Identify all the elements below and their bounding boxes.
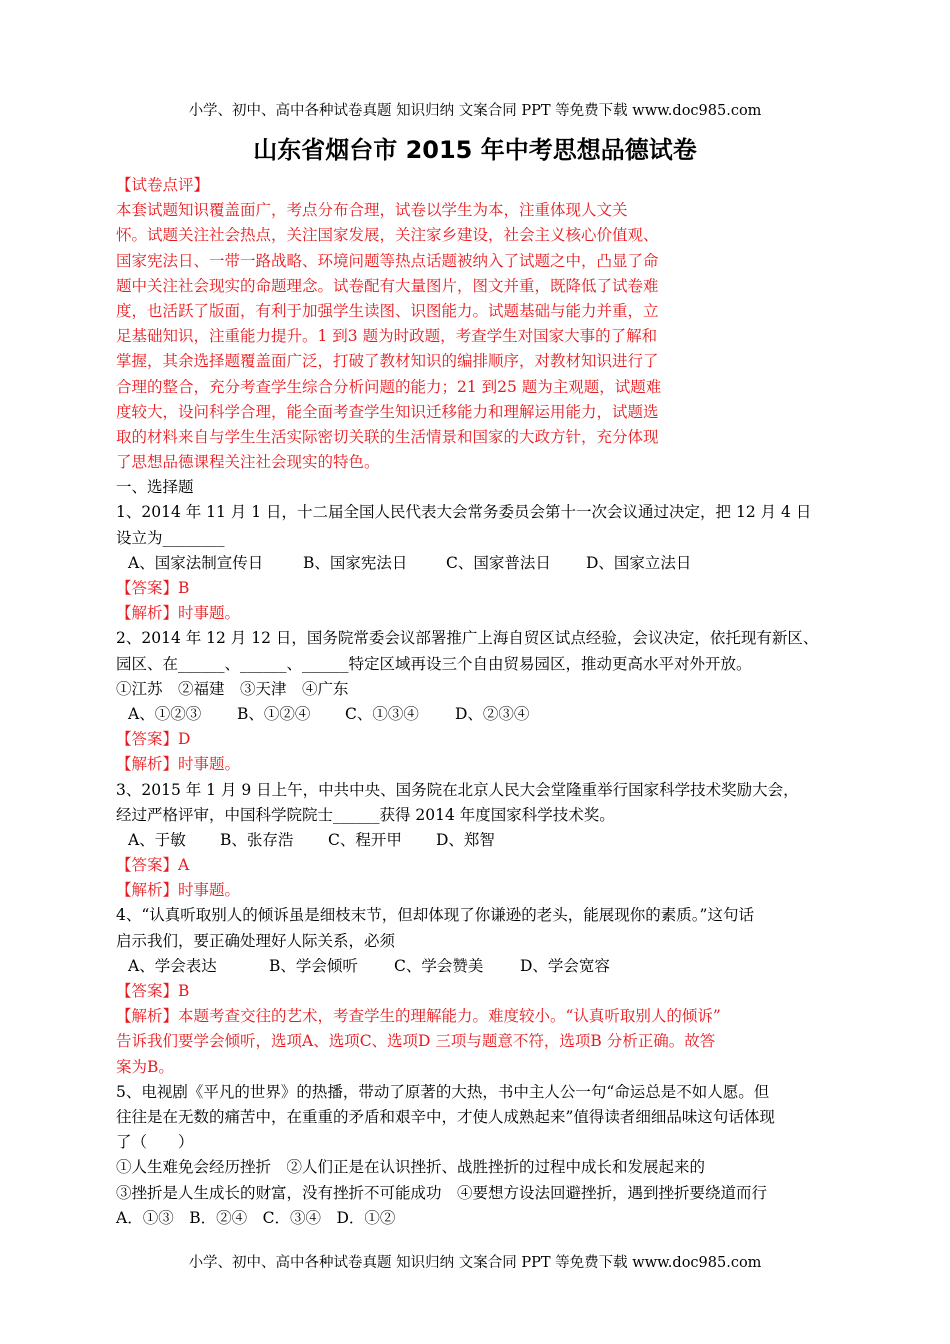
question-4-options	[116, 954, 846, 979]
question-2-options	[116, 702, 846, 727]
question-5-text: 5、电视剧《平凡的世界》的热播，带动了原著的大热，书中主人公一句“命运总是不如人愿。但	[116, 1082, 770, 1101]
option-d: D、学会宽容	[520, 956, 610, 975]
question-5-statement: ③挫折是人生成长的财富，没有挫折不可能成功 ④要想方设法回避挫折，遇到挫折要绕道而行	[116, 1183, 768, 1202]
question-5-text: 往往是在无数的痛苦中，在重重的矛盾和艰辛中，才使人成熟起来”值得读者细细品味这句话体现	[116, 1107, 775, 1126]
question-1-options	[116, 551, 846, 576]
question-2-text: 园区、在______、______、______特定区域再设三个自由贸易园区，推动更高水平对外开放。	[116, 654, 752, 673]
page-title: 山东省烟台市 2015 年中考思想品德试卷	[253, 136, 697, 164]
option-a: A、于敏	[128, 830, 186, 849]
option-b: B、国家宪法日	[303, 553, 408, 572]
option-b: B、张存浩	[220, 830, 294, 849]
question-5-options: A．①③ B．②④ C．③④ D．①②	[116, 1208, 396, 1227]
review-line: 题中关注社会现实的命题理念。试卷配有大量图片，图文并重，既降低了试卷难	[116, 276, 659, 295]
question-3-text: 经过严格评审，中国科学院院士______获得 2014 年度国家科学技术奖。	[116, 805, 615, 824]
option-c: C、学会赞美	[394, 956, 484, 975]
review-line: 怀。试题关注社会热点，关注国家发展，关注家乡建设，社会主义核心价值观、	[116, 226, 659, 245]
review-line: 取的材料来自与学生生活实际密切关联的生活情景和国家的大政方针，充分体现	[116, 427, 659, 446]
option-c: C、国家普法日	[446, 553, 551, 572]
review-line: 了思想品德课程关注社会现实的特色。	[116, 453, 380, 472]
option-d: D、②③④	[455, 704, 530, 723]
review-line: 合理的整合，充分考查学生综合分析问题的能力；21 到25 题为主观题，试题难	[116, 377, 662, 396]
review-line: 度较大，设问科学合理，能全面考查学生知识迁移能力和理解运用能力，试题选	[116, 402, 659, 421]
question-4-analysis: 告诉我们要学会倾听，选项A、选项C、选项D 三项与题意不符，选项B 分析正确。故答	[116, 1032, 716, 1051]
review-label: 【试卷点评】	[116, 176, 210, 194]
option-a: A、学会表达	[128, 956, 217, 975]
review-line: 国家宪法日、一带一路战略、环境问题等热点话题被纳入了试题之中，凸显了命	[116, 251, 659, 270]
option-c: C、①③④	[345, 704, 419, 723]
question-3-text: 3、2015 年 1 月 9 日上午，中共中央、国务院在北京人民大会堂隆重举行国家科学技术奖励大会，	[116, 780, 799, 799]
question-5-text: 了（ ）	[116, 1133, 194, 1152]
review-line: 掌握，其余选择题覆盖面广泛，打破了教材知识的编排顺序，对教材知识进行了	[116, 352, 659, 371]
question-2-items: ①江苏 ②福建 ③天津 ④广东	[116, 679, 349, 698]
question-1-analysis: 【解析】时事题。	[116, 604, 241, 623]
option-a: A、①②③	[128, 704, 202, 723]
question-3-options	[116, 828, 846, 853]
review-line: 度，也活跃了版面，有利于加强学生读图、识图能力。试题基础与能力并重，立	[116, 301, 659, 320]
document-body	[116, 173, 846, 1231]
page-header: 小学、初中、高中各种试卷真题 知识归纳 文案合同 PPT 等免费下载 www.doc985.com	[188, 103, 762, 119]
option-b: B、①②④	[237, 704, 311, 723]
question-1-text: 1、2014 年 11 月 1 日，十二届全国人民代表大会常务委员会第十一次会议通过决定，把 12 月 4 日	[116, 503, 812, 522]
review-line: 本套试题知识覆盖面广，考点分布合理，试卷以学生为本，注重体现人文关	[116, 201, 628, 220]
question-4-text: 启示我们，要正确处理好人际关系，必须	[116, 931, 396, 950]
question-1-answer: 【答案】B	[116, 579, 190, 597]
option-d: D、郑智	[436, 830, 495, 849]
question-2-answer: 【答案】D	[116, 730, 191, 749]
review-line: 足基础知识，注重能力提升。1 到3 题为时政题，考查学生对国家大事的了解和	[116, 327, 658, 346]
option-c: C、程开甲	[328, 830, 402, 849]
option-d: D、国家立法日	[586, 553, 692, 572]
question-1-text: 设立为________	[116, 528, 225, 547]
question-2-analysis: 【解析】时事题。	[116, 755, 241, 774]
question-5-statement: ①人生难免会经历挫折 ②人们正是在认识挫折、战胜挫折的过程中成长和发展起来的	[116, 1158, 706, 1177]
option-a: A、国家法制宣传日	[128, 553, 264, 572]
question-4-analysis: 案为B。	[116, 1057, 174, 1076]
page-footer: 小学、初中、高中各种试卷真题 知识归纳 文案合同 PPT 等免费下载 www.doc985.com	[188, 1255, 762, 1271]
section-heading: 一、选择题	[116, 478, 194, 497]
question-3-answer: 【答案】A	[116, 856, 190, 875]
option-b: B、学会倾听	[269, 956, 358, 975]
question-4-answer: 【答案】B	[116, 982, 190, 1000]
question-4-analysis: 【解析】本题考查交往的艺术，考查学生的理解能力。难度较小。“认真听取别人的倾诉”	[116, 1007, 721, 1026]
question-3-analysis: 【解析】时事题。	[116, 881, 241, 900]
question-4-text: 4、“认真听取别人的倾诉虽是细枝末节，但却体现了你谦逊的老头，能展现你的素质。”这句话	[116, 906, 754, 925]
question-2-text: 2、2014 年 12 月 12 日，国务院常委会议部署推广上海自贸区试点经验，会议决定，依托现有新区、	[116, 629, 819, 648]
